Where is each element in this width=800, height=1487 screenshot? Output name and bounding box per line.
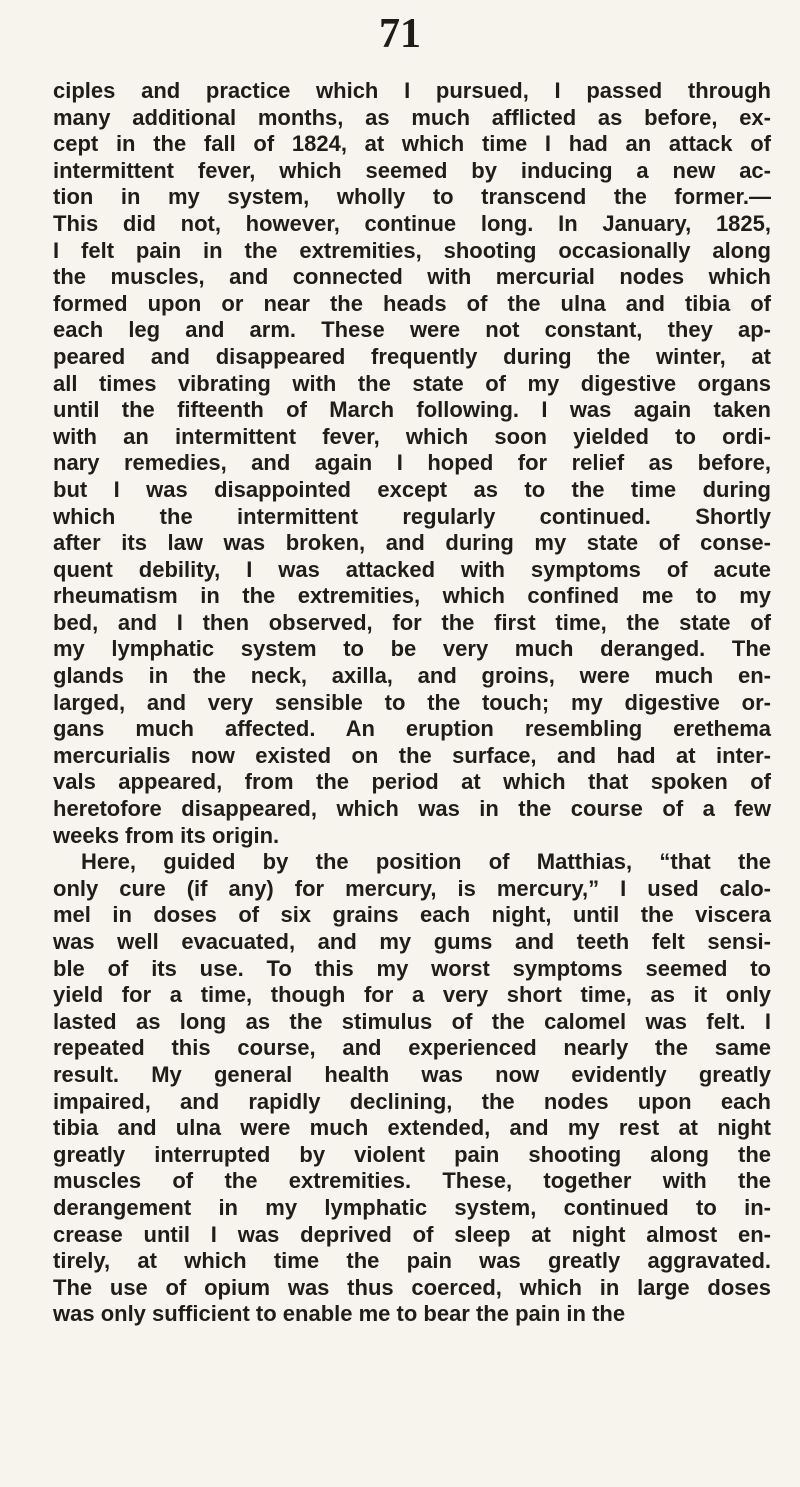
text-line: formed upon or near the heads of the ulna and tibia of xyxy=(53,290,771,316)
text-line: impaired, and rapidly declining, the nodes upon each xyxy=(53,1088,771,1114)
text-line: repeated this course, and experienced nearly the same xyxy=(53,1035,771,1061)
text-line: ciples and practice which I pursued, I passed through xyxy=(53,78,771,103)
text-line: with an intermittent fever, which soon yielded to ordi- xyxy=(53,423,771,449)
text-line: rheumatism in the extremities, which confined me to my xyxy=(53,583,771,609)
text-line: derangement in my lymphatic system, continued to in- xyxy=(53,1194,771,1220)
text-line: muscles of the extremities. These, together with the xyxy=(53,1168,771,1194)
text-line: crease until I was deprived of sleep at night almost en- xyxy=(53,1221,771,1247)
text-line: bed, and I then observed, for the first time, the state of xyxy=(53,609,771,635)
text-line: mercurialis now existed on the surface, and had at inter- xyxy=(53,742,771,768)
text-line: quent debility, I was attacked with symptoms of acute xyxy=(53,556,771,582)
text-line: each leg and arm. These were not constant, they ap- xyxy=(53,317,771,343)
page-number: 71 xyxy=(379,11,421,57)
text-line: intermittent fever, which seemed by inducing a new ac- xyxy=(53,157,771,183)
text-line: tibia and ulna were much extended, and my rest at night xyxy=(53,1115,771,1141)
text-line: gans much affected. An eruption resembling erethema xyxy=(53,716,771,742)
text-line: peared and disappeared frequently during the winter, at xyxy=(53,343,771,369)
text-line: larged, and very sensible to the touch; my digestive or- xyxy=(53,689,771,715)
text-line: greatly interrupted by violent pain shooting along the xyxy=(53,1141,771,1167)
text-line: until the fifteenth of March following. I was again taken xyxy=(53,397,771,423)
text-line: was only sufficient to enable me to bear the pain in the xyxy=(53,1301,626,1327)
text-line: ble of its use. To this my worst symptoms seemed to xyxy=(53,955,771,981)
text-line: cept in the fall of 1824, at which time I had an attack of xyxy=(53,131,771,157)
text-line: The use of opium was thus coerced, which in large doses xyxy=(53,1274,771,1300)
paragraph xyxy=(53,849,771,1328)
text-line: weeks from its origin. xyxy=(53,822,280,848)
text-line: glands in the neck, axilla, and groins, were much en- xyxy=(53,663,771,689)
text-line: Here, guided by the position of Matthias, “that the xyxy=(81,849,771,875)
text-line: was well evacuated, and my gums and teeth felt sensi- xyxy=(53,929,771,954)
text-line: tirely, at which time the pain was greatly aggravated. xyxy=(53,1248,771,1274)
text-line: the muscles, and connected with mercurial nodes which xyxy=(53,264,771,290)
text-line: yield for a time, though for a very short time, as it only xyxy=(53,982,771,1008)
text-line: result. My general health was now evidently greatly xyxy=(53,1061,771,1087)
text-line: lasted as long as the stimulus of the calomel was felt. I xyxy=(53,1008,771,1034)
text-line: all times vibrating with the state of my digestive organs xyxy=(53,370,771,396)
text-line: my lymphatic system to be very much deranged. The xyxy=(53,636,771,662)
body-text xyxy=(53,78,771,1328)
text-line: many additional months, as much afflicted as before, ex- xyxy=(53,104,771,130)
text-line: heretofore disappeared, which was in the course of a few xyxy=(53,796,771,822)
paragraph xyxy=(53,78,771,849)
text-line: which the intermittent regularly continued. Shortly xyxy=(53,503,771,529)
text-line: I felt pain in the extremities, shooting occasionally along xyxy=(53,237,771,263)
text-line: vals appeared, from the period at which that spoken of xyxy=(53,769,771,795)
text-line: mel in doses of six grains each night, until the viscera xyxy=(53,902,771,928)
text-line: after its law was broken, and during my state of conse- xyxy=(53,530,771,556)
text-line: tion in my system, wholly to transcend the former.— xyxy=(53,184,771,210)
text-line: only cure (if any) for mercury, is mercury,” I used calo- xyxy=(53,875,771,901)
text-line: but I was disappointed except as to the time during xyxy=(53,476,771,502)
text-line: nary remedies, and again I hoped for relief as before, xyxy=(53,450,771,476)
text-line: This did not, however, continue long. In January, 1825, xyxy=(53,210,771,236)
